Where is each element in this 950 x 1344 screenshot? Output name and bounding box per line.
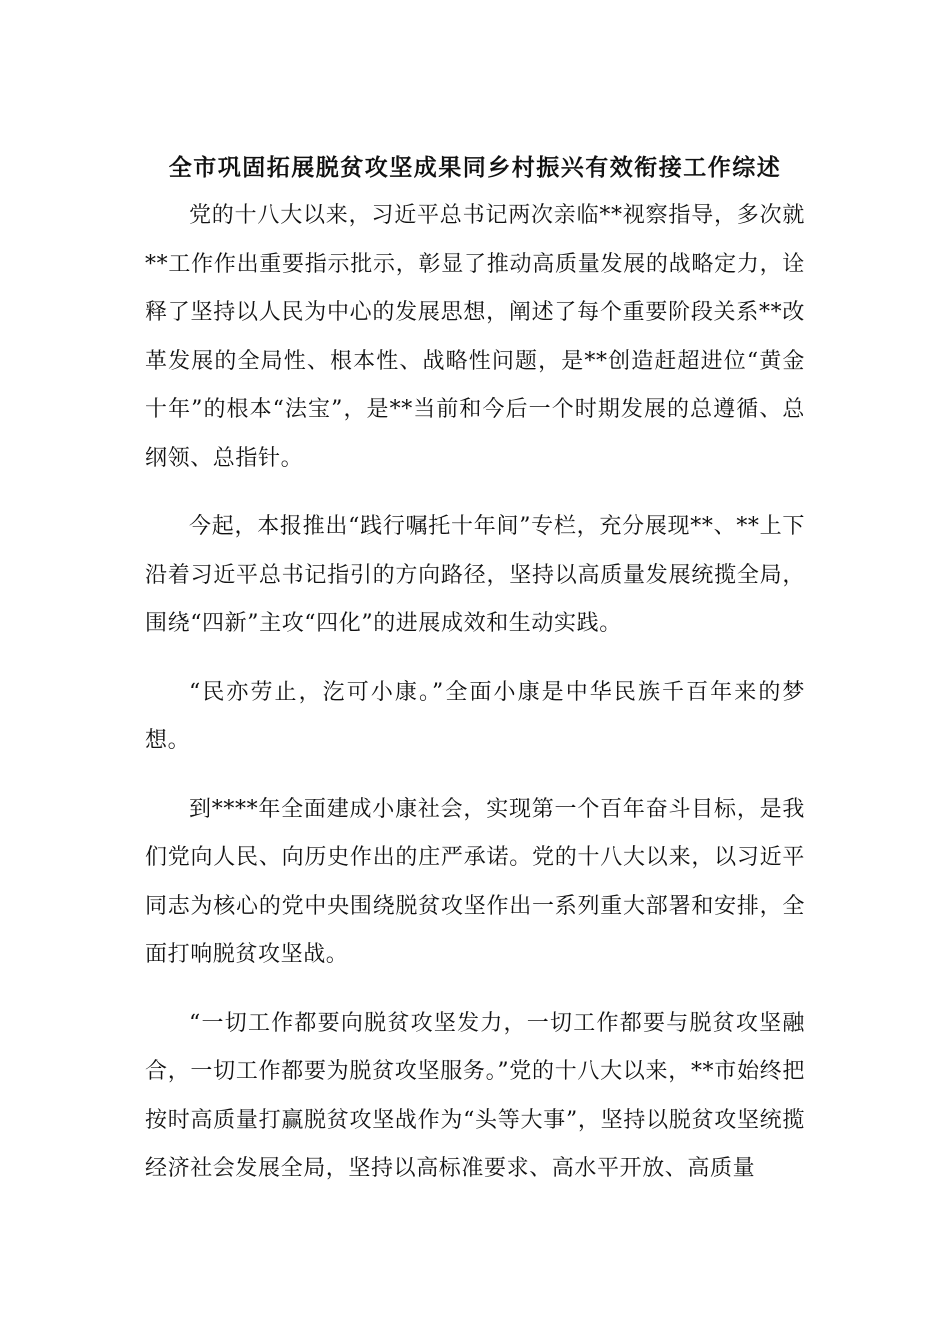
paragraph-2: 今起，本报推出“践行嘱托十年间”专栏，充分展现**、**上下沿着习近平总书记指引的方向路径，坚持以高质量发展统揽全局，围绕“四新”主攻“四化”的进展成效和生动实践。	[145, 514, 805, 636]
paragraph-1: 党的十八大以来，习近平总书记两次亲临**视察指导，多次就**工作作出重要指示批示，彰显了推动高质量发展的战略定力，诠释了坚持以人民为中心的发展思想，阐述了每个重要阶段关系**改革发展的全局性、根本性、战略性问题，是**创造赶超进位“黄金十年”的根本“法宝”，是**当前和今后一个时期发展的总遵循、总纲领、总指针。	[145, 203, 805, 471]
paragraph-3: “民亦劳止，汔可小康。”全面小康是中华民族千百年来的梦想。	[145, 679, 805, 753]
paragraph-4: 到****年全面建成小康社会，实现第一个百年奋斗目标，是我们党向人民、向历史作出的庄严承诺。党的十八大以来，以习近平同志为核心的党中央围绕脱贫攻坚作出一系列重大部署和安排，全面打响脱贫攻坚战。	[145, 796, 805, 967]
document-body	[145, 192, 805, 1214]
paragraph-5: “一切工作都要向脱贫攻坚发力，一切工作都要与脱贫攻坚融合，一切工作都要为脱贫攻坚服务。”党的十八大以来，**市始终把按时高质量打赢脱贫攻坚战作为“头等大事”，坚持以脱贫攻坚统揽经济社会发展全局，坚持以高标准要求、高水平开放、高质量	[145, 1010, 805, 1181]
document-title: 全市巩固拓展脱贫攻坚成果同乡村振兴有效衔接工作综述	[168, 154, 782, 182]
